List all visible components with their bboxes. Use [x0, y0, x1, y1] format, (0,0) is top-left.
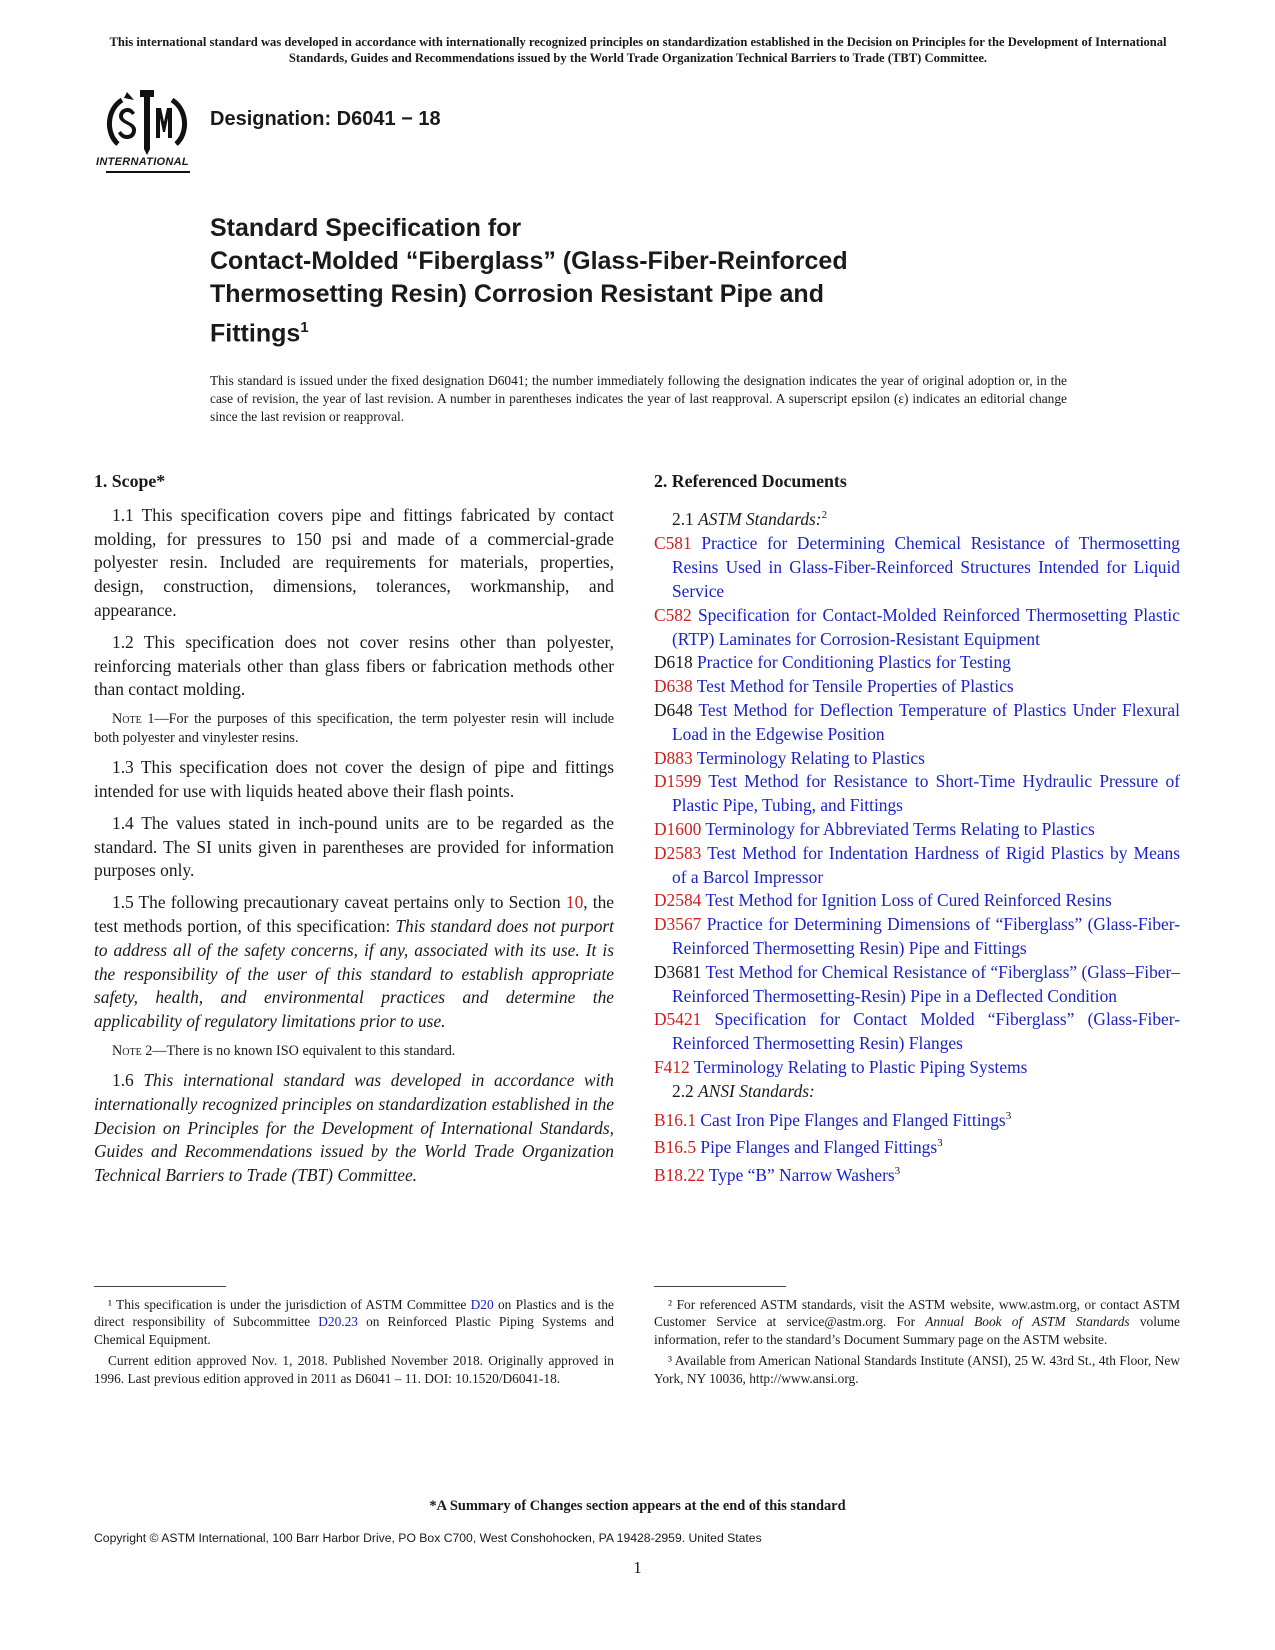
- section-heading: 1. Scope*: [94, 471, 166, 491]
- sub-number: 2.2: [672, 1080, 699, 1101]
- section-heading: 2. Referenced Documents: [654, 471, 847, 491]
- subsection-label: [672, 504, 1180, 532]
- reference-item: [654, 818, 1180, 842]
- paragraph: 1.4 The values stated in inch-pound units are to be regarded as the standard. The SI units given in parentheses are provided for information purposes only.: [94, 812, 614, 881]
- title-text: Fittings: [210, 319, 301, 348]
- reference-item: [654, 889, 1180, 913]
- reference-item: [654, 1132, 1180, 1160]
- footnote-mark: 1: [300, 319, 309, 336]
- para-text: , the test methods portion, of this specification:: [94, 892, 615, 936]
- footnote-text: on Plastics and is the direct responsibility of Subcommittee: [94, 1297, 615, 1330]
- reference-item: [654, 913, 1180, 961]
- reference-title-link[interactable]: Test Method for Deflection Temperature of Plastics Under Flexural Load in the Edgewise Position: [672, 699, 1180, 744]
- footnotes-left: [94, 1296, 614, 1391]
- title-line: Thermosetting Resin) Corrosion Resistant Pipe and: [210, 280, 824, 308]
- footnote-rule: [654, 1286, 786, 1287]
- footnote-text: ² For referenced ASTM standards, visit the ASTM website, www.astm.org, or contact ASTM Customer Service at service@astm.org. For: [654, 1297, 1180, 1330]
- note-text: —For the purposes of this specification, the term polyester resin will include both polyester and vinylester resins.: [94, 711, 614, 747]
- reference-title-link[interactable]: Type “B” Narrow Washers: [708, 1164, 895, 1185]
- footnote-italic: Annual Book of ASTM Standards: [925, 1314, 1130, 1330]
- note-label: Note 1: [112, 711, 155, 728]
- reference-item: [654, 1056, 1180, 1080]
- reference-title-link[interactable]: Cast Iron Pipe Flanges and Flanged Fittings: [700, 1109, 1006, 1130]
- footnote: ³ Available from American National Standards Institute (ANSI), 25 W. 43rd St., 4th Floor, New York, NY 10036, http://www.ansi.org.: [654, 1353, 1180, 1386]
- reference-code[interactable]: D3567: [654, 914, 702, 935]
- paragraph: 1.2 This specification does not cover resins other than polyester, reinforcing materials other than glass fibers or fabrication methods other than contact molding.: [94, 631, 614, 700]
- title-line: [210, 311, 970, 350]
- reference-item: [654, 747, 1180, 771]
- reference-title-link[interactable]: Specification for Contact-Molded Reinforced Thermosetting Plastic (RTP) Laminates for Corrosion-Resistant Equipment: [672, 604, 1180, 649]
- footnote: Current edition approved Nov. 1, 2018. Published November 2018. Originally approved in 1996. Last previous edition approved in 2011 as D6041 – 11. DOI: 10.1520/D6041-18.: [94, 1353, 614, 1386]
- page-number: 1: [633, 1558, 642, 1577]
- reference-item: [654, 651, 1180, 675]
- footnote-text: ¹ This specification is under the jurisdiction of ASTM Committee: [108, 1297, 471, 1312]
- reference-item: [654, 842, 1180, 890]
- reference-title-link[interactable]: Test Method for Ignition Loss of Cured Reinforced Resins: [705, 890, 1112, 911]
- reference-item: [654, 532, 1180, 603]
- reference-code: D618: [654, 652, 693, 673]
- left-column: [94, 470, 614, 1196]
- wto-banner: This international standard was developed in accordance with internationally recognized principles on standardization established in the Decision on Principles for the Development of International Standards, Guides and Recommendations issued by the World Trade Organization Technical Barriers to Trade (TBT) Committee.: [109, 35, 1167, 65]
- right-column: [654, 470, 1180, 1187]
- note-text: —There is no known ISO equivalent to this standard.: [152, 1042, 456, 1059]
- sub-title: ANSI Standards:: [698, 1080, 815, 1101]
- para-text: This international standard was developed in accordance with internationally recognized principles on standardization established in the Decision on Principles for the Development of International Standards, Guides and Recommendations issued by the World Trade Organization Technical Barriers to Trade (TBT) Committee.: [94, 1069, 614, 1186]
- footnote-mark: 3: [937, 1137, 943, 1150]
- reference-code[interactable]: D883: [654, 747, 693, 768]
- reference-item: [654, 770, 1180, 818]
- issue-note: This standard is issued under the fixed designation D6041; the number immediately following the designation indicates the year of original adoption or, in the case of revision, the year of last revision. A number in parentheses indicates the year of last reapproval. A superscript epsilon (ε) indicates an editorial change since the last revision or reapproval.: [210, 373, 1067, 424]
- para-text: 1.5 The following precautionary caveat pertains only to Section: [112, 892, 566, 913]
- reference-code[interactable]: B18.22: [654, 1164, 705, 1185]
- reference-code[interactable]: C581: [654, 533, 692, 554]
- reference-title-link[interactable]: Terminology for Abbreviated Terms Relating to Plastics: [705, 818, 1095, 839]
- title-line: Standard Specification for: [210, 214, 522, 242]
- reference-item: [654, 699, 1180, 747]
- astm-international-logo-icon: [96, 86, 200, 178]
- subcommittee-link[interactable]: D20.23: [318, 1314, 359, 1330]
- reference-title-link[interactable]: Terminology Relating to Plastics: [696, 747, 925, 768]
- note: [94, 710, 614, 748]
- reference-title-link[interactable]: Test Method for Resistance to Short-Time Hydraulic Pressure of Plastic Pipe, Tubing, and Fittings: [672, 771, 1180, 816]
- footnote-rule: [94, 1286, 226, 1287]
- reference-code[interactable]: B16.1: [654, 1109, 697, 1130]
- reference-item: [654, 1008, 1180, 1056]
- reference-title-link[interactable]: Test Method for Chemical Resistance of “Fiberglass” (Glass–Fiber–Reinforced Thermosetting-Resin) Pipe in a Deflected Condition: [672, 961, 1180, 1006]
- reference-title-link[interactable]: Pipe Flanges and Flanged Fittings: [700, 1136, 938, 1157]
- logo-text: INTERNATIONAL: [96, 156, 189, 168]
- caveat-text: This standard does not purport to address all of the safety concerns, if any, associated with its use. It is the responsibility of the user of this standard to establish appropriate safety, health, and environmental practices and determine the applicability of regulatory limitations prior to use.: [94, 915, 614, 1032]
- reference-item: [654, 675, 1180, 699]
- reference-code: D3681: [654, 961, 702, 982]
- summary-note: *A Summary of Changes section appears at the end of this standard: [429, 1498, 846, 1514]
- para-number: 1.6: [112, 1069, 144, 1090]
- reference-code: D648: [654, 699, 693, 720]
- reference-item: [654, 1105, 1180, 1133]
- reference-item: [654, 961, 1180, 1009]
- reference-code[interactable]: D2583: [654, 842, 702, 863]
- committee-link[interactable]: D20: [470, 1297, 494, 1312]
- footnote-mark: 2: [821, 508, 828, 521]
- paragraph: 1.1 This specification covers pipe and fittings fabricated by contact molding, for pressures to 150 psi and made of a commercial-grade polyester resin. Included are requirements for materials, properties, design, construction, dimensions, tolerances, workmanship, and appearance.: [94, 504, 614, 620]
- footnote-text: on Reinforced Plastic Piping Systems and Chemical Equipment.: [94, 1314, 614, 1347]
- subsection-label: [672, 1080, 1180, 1104]
- paragraph: 1.3 This specification does not cover the design of pipe and fittings intended for use with liquids heated above their flash points.: [94, 757, 614, 801]
- title-line: Contact-Molded “Fiberglass” (Glass-Fiber-Reinforced: [210, 247, 848, 275]
- footnote: [654, 1296, 1180, 1348]
- reference-code[interactable]: F412: [654, 1056, 690, 1077]
- footnote-mark: 3: [894, 1164, 901, 1177]
- sub-number: 2.1: [672, 508, 699, 529]
- section-link[interactable]: 10: [565, 892, 584, 913]
- note-label: Note 2: [112, 1042, 153, 1059]
- reference-title-link[interactable]: Practice for Conditioning Plastics for Testing: [697, 652, 1011, 673]
- reference-item: [654, 604, 1180, 652]
- designation: Designation: D6041 − 18: [210, 108, 441, 130]
- reference-code[interactable]: D5421: [654, 1009, 702, 1030]
- astm-reference-list: [654, 532, 1180, 1079]
- reference-title-link[interactable]: Terminology Relating to Plastic Piping Systems: [693, 1056, 1028, 1077]
- reference-title-link[interactable]: Test Method for Indentation Hardness of Rigid Plastics by Means of a Barcol Impressor: [672, 842, 1180, 887]
- sub-title: ASTM Standards:: [698, 508, 822, 529]
- reference-code[interactable]: B16.5: [654, 1136, 697, 1157]
- reference-title-link[interactable]: Practice for Determining Chemical Resistance of Thermosetting Resins Used in Glass-Fiber-Reinforced Structures Intended for Liquid Service: [672, 533, 1180, 601]
- copyright: Copyright © ASTM International, 100 Barr Harbor Drive, PO Box C700, West Conshohocken, PA 19428-2959. United States: [94, 1531, 762, 1545]
- footnote-mark: 3: [1005, 1109, 1012, 1122]
- reference-title-link[interactable]: Test Method for Tensile Properties of Plastics: [696, 676, 1014, 697]
- reference-code[interactable]: C582: [654, 604, 692, 625]
- reference-code[interactable]: D1600: [654, 818, 702, 839]
- footnotes-right: [654, 1296, 1180, 1391]
- reference-code[interactable]: D1599: [654, 771, 702, 792]
- reference-code[interactable]: D2584: [654, 890, 702, 911]
- footnote-text: volume information, refer to the standard’s Document Summary page on the ASTM website.: [654, 1314, 1180, 1347]
- reference-code[interactable]: D638: [654, 676, 693, 697]
- reference-title-link[interactable]: Practice for Determining Dimensions of “Fiberglass” (Glass-Fiber-Reinforced Thermosetting Resin) Pipe and Fittings: [672, 914, 1180, 958]
- paragraph: [94, 891, 614, 1034]
- reference-title-link[interactable]: Specification for Contact Molded “Fiberglass” (Glass-Fiber-Reinforced Thermosetting Resin) Flanges: [672, 1009, 1180, 1054]
- ansi-reference-list: [654, 1105, 1180, 1188]
- footnote: [94, 1296, 614, 1348]
- paragraph: [94, 1069, 614, 1188]
- note: [94, 1042, 614, 1061]
- reference-item: [654, 1160, 1180, 1188]
- document-title: [210, 212, 970, 350]
